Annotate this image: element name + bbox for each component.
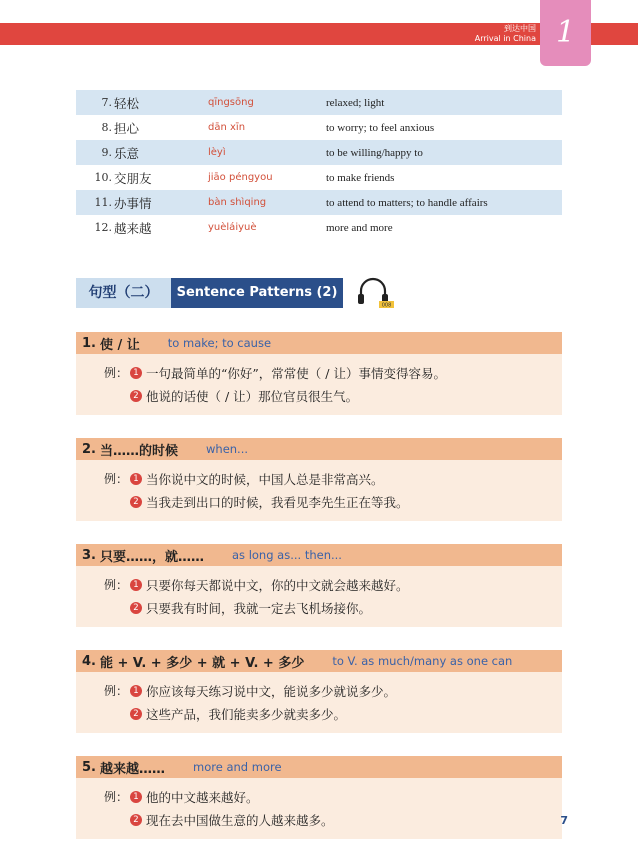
example-sentence — [76, 490, 562, 513]
chapter-number-tab: 1 — [540, 0, 591, 66]
pattern-number: 4. — [82, 653, 96, 669]
chapter-title — [475, 24, 536, 44]
page-number: 7 — [560, 814, 568, 827]
audio-track-badge: 008 — [381, 302, 392, 308]
headphones-icon[interactable] — [355, 276, 395, 308]
vocab-pinyin: lèyì — [208, 147, 226, 158]
example-number-badge: 1 — [130, 579, 142, 591]
example-sentence — [76, 679, 562, 702]
vocab-english: to be willing/happy to — [326, 146, 423, 159]
pattern-meaning: to make; to cause — [167, 336, 272, 350]
pattern-block — [76, 438, 562, 521]
vocab-pinyin: qīngsōng — [208, 97, 254, 108]
vocab-number: 8. — [101, 121, 112, 134]
chapter-title-en: Arrival in China — [474, 34, 536, 43]
vocabulary-table — [76, 90, 562, 240]
vocab-pinyin: jiāo péngyou — [208, 172, 273, 183]
vocab-row — [76, 140, 562, 165]
pattern-examples — [76, 460, 562, 521]
section-header — [76, 278, 343, 308]
vocab-english: relaxed; light — [326, 96, 385, 109]
pattern-examples — [76, 778, 562, 839]
vocab-number: 12. — [94, 221, 112, 234]
vocab-english: to make friends — [326, 171, 395, 184]
pattern-meaning: to V. as much/many as one can — [332, 654, 513, 668]
example-label: 例： — [103, 790, 128, 804]
example-sentence — [76, 361, 562, 384]
example-sentence — [76, 596, 562, 619]
example-number-badge: 2 — [130, 390, 142, 402]
vocab-english: to attend to matters; to handle affairs — [326, 196, 488, 209]
example-label: 例： — [103, 684, 128, 698]
vocab-row — [76, 215, 562, 240]
pattern-header — [76, 332, 562, 354]
sentence-patterns — [76, 332, 562, 839]
vocab-pinyin: dān xīn — [208, 122, 246, 133]
example-text: 他的中文越来越好。 — [146, 789, 259, 805]
pattern-number: 3. — [82, 547, 96, 563]
vocab-row — [76, 90, 562, 115]
vocab-number: 11. — [94, 196, 112, 209]
vocab-hanzi: 担心 — [114, 120, 140, 136]
example-text: 这些产品，我们能卖多少就卖多少。 — [146, 706, 347, 722]
example-number-badge: 1 — [130, 367, 142, 379]
vocab-row — [76, 190, 562, 215]
example-sentence — [76, 573, 562, 596]
pattern-meaning: more and more — [193, 760, 282, 774]
pattern-header — [76, 544, 562, 566]
example-label: 例： — [103, 578, 128, 592]
vocab-hanzi: 轻松 — [114, 95, 140, 111]
pattern-title: 只要……，就…… — [99, 549, 204, 565]
pattern-examples — [76, 672, 562, 733]
vocab-hanzi: 越来越 — [114, 220, 152, 236]
chapter-title-cn: 到达中国 — [504, 24, 536, 33]
pattern-title: 能 + V. + 多少 + 就 + V. + 多少 — [99, 655, 305, 671]
vocab-row — [76, 165, 562, 190]
vocab-english: to worry; to feel anxious — [326, 121, 435, 134]
example-sentence — [76, 384, 562, 407]
vocab-pinyin: yuèláiyuè — [208, 222, 257, 233]
example-label: 例： — [103, 366, 128, 380]
example-sentence — [76, 702, 562, 725]
vocab-number: 9. — [101, 146, 112, 159]
pattern-number: 2. — [82, 441, 96, 457]
example-text: 当你说中文的时候，中国人总是非常高兴。 — [146, 471, 384, 487]
example-sentence — [76, 467, 562, 490]
vocab-hanzi: 交朋友 — [114, 170, 152, 186]
example-text: 他说的话使（ / 让）那位官员很生气。 — [146, 388, 359, 404]
example-number-badge: 1 — [130, 685, 142, 697]
vocab-pinyin: bàn shìqing — [208, 197, 267, 208]
example-text: 一句最简单的“你好”，常常使（ / 让）事情变得容易。 — [146, 365, 446, 381]
pattern-header — [76, 438, 562, 460]
pattern-title: 使 / 让 — [99, 337, 140, 353]
vocab-english: more and more — [326, 221, 393, 234]
pattern-meaning: as long as... then... — [232, 548, 342, 562]
pattern-title: 当……的时候 — [99, 443, 178, 459]
vocab-hanzi: 办事情 — [114, 195, 152, 211]
example-label: 例： — [103, 472, 128, 486]
pattern-title: 越来越…… — [99, 761, 165, 777]
example-number-badge: 2 — [130, 708, 142, 720]
pattern-meaning: when... — [206, 442, 249, 456]
pattern-header — [76, 756, 562, 778]
section-title-en: Sentence Patterns (2) — [171, 278, 343, 308]
pattern-examples — [76, 566, 562, 627]
pattern-header — [76, 650, 562, 672]
example-number-badge: 1 — [130, 791, 142, 803]
pattern-number: 1. — [82, 335, 96, 351]
vocab-number: 10. — [94, 171, 112, 184]
example-sentence — [76, 785, 562, 808]
pattern-block — [76, 544, 562, 627]
pattern-block — [76, 332, 562, 415]
example-number-badge: 2 — [130, 602, 142, 614]
pattern-block — [76, 650, 562, 733]
vocab-hanzi: 乐意 — [114, 145, 140, 161]
example-text: 只要我有时间，我就一定去飞机场接你。 — [146, 600, 372, 616]
pattern-block — [76, 756, 562, 839]
vocab-number: 7. — [101, 96, 112, 109]
example-sentence — [76, 808, 562, 831]
example-text: 你应该每天练习说中文，能说多少就说多少。 — [146, 683, 397, 699]
example-number-badge: 2 — [130, 496, 142, 508]
section-title-cn: 句型（二） — [76, 278, 171, 308]
vocab-row — [76, 115, 562, 140]
pattern-number: 5. — [82, 759, 96, 775]
pattern-examples — [76, 354, 562, 415]
example-text: 只要你每天都说中文，你的中文就会越来越好。 — [146, 577, 409, 593]
example-number-badge: 1 — [130, 473, 142, 485]
example-number-badge: 2 — [130, 814, 142, 826]
example-text: 现在去中国做生意的人越来越多。 — [146, 812, 334, 828]
example-text: 当我走到出口的时候，我看见李先生正在等我。 — [146, 494, 409, 510]
